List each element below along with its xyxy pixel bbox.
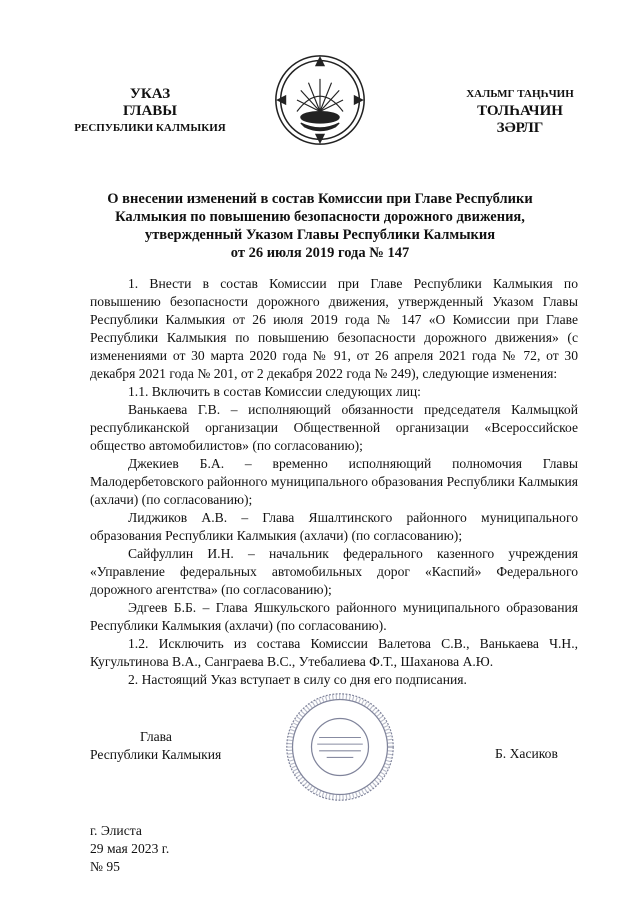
paragraph-2: 2. Настоящий Указ вступает в силу со дня его подписания. (128, 672, 467, 687)
signatory-post-line2: Республики Калмыкия (90, 747, 222, 762)
paragraph-1-2: 1.2. Исключить из состава Комиссии Валетова С.В., Ванькаева Ч.Н., Кугультинова В.А., Санграева В.С., Утебалиева Ф.Т., Шаханова А.Ю. (90, 636, 578, 669)
signatory-post-line1: Глава (140, 729, 172, 744)
member-vankaeva: Ванькаева Г.В. – исполняющий обязанности председателя Калмыцкой республиканской организации Общественной организации «Всероссийское общество автомобилистов» (по согласованию); (90, 402, 578, 453)
title-line: утвержденный Указом Главы Республики Калмыкия (144, 227, 496, 243)
footer-number: № 95 (90, 859, 120, 874)
footer-date: 29 мая 2023 г. (90, 841, 170, 856)
footer-city: г. Элиста (90, 823, 142, 838)
header-left-line2: ГЛАВЫ (122, 103, 178, 119)
signatory-name: Б. Хасиков (495, 746, 558, 761)
header-right-line3: ЗӘРЛГ (496, 120, 544, 136)
member-dzhekiev: Джекиев Б.А. – временно исполняющий полномочия Главы Малодербетовского районного муниципального образования Республики Калмыкия (ахлачи) (по согласованию); (90, 456, 578, 507)
member-lidzhikov: Лиджиков А.В. – Глава Яшалтинского районного муниципального образования Республики Калмыкия (ахлачи) (по согласованию); (90, 510, 578, 543)
document-title (70, 190, 570, 262)
header-left-line3: РЕСПУБЛИКИ КАЛМЫКИЯ (74, 122, 226, 134)
member-sayfullin: Сайфуллин И.Н. – начальник федерального казенного учреждения «Управление федеральных автомобильных дорог «Каспий» Федерального дорожного агентства» (по согласованию); (90, 546, 578, 597)
paragraph-1-1: 1.1. Включить в состав Комиссии следующих лиц: (128, 384, 421, 399)
title-line: от 26 июля 2019 года № 147 (230, 245, 410, 261)
title-line: Калмыкия по повышению безопасности дорожного движения, (115, 209, 525, 225)
paragraph-1: 1. Внести в состав Комиссии при Главе Республики Калмыкия по повышению безопасности дорожного движения, утвержденный Указом Главы Республики Калмыкия от 26 июля 2019 года № 147 «О Комиссии при Главе Республики Калмыкия по повышению безопасности дорожного движения» (с изменениями от 30 марта 2020 года № 91, от 26 апреля 2021 года № 72, от 30 декабря 2021 года № 201, от 2 декабря 2022 года № 249), следующие изменения: (90, 276, 578, 381)
title-line: О внесении изменений в состав Комиссии при Главе Республики (107, 191, 533, 207)
member-edgeev: Эдгеев Б.Б. – Глава Яшкульского районного муниципального образования Республики Калмыкия (ахлачи) (по согласованию). (90, 600, 578, 633)
coat-of-arms-emblem-icon (272, 52, 368, 148)
official-seal-stamp-icon (283, 690, 397, 804)
document-body (90, 275, 578, 689)
header-left (40, 86, 260, 137)
header-right-line2: ТОЛҺАЧИН (477, 103, 563, 119)
header-left-line1: УКАЗ (129, 86, 171, 102)
header-right (440, 86, 600, 137)
signatory-post (90, 728, 221, 764)
header-right-line1: ХАЛЬМГ ТАҢҺЧИН (466, 88, 574, 100)
document-footer (90, 822, 169, 876)
